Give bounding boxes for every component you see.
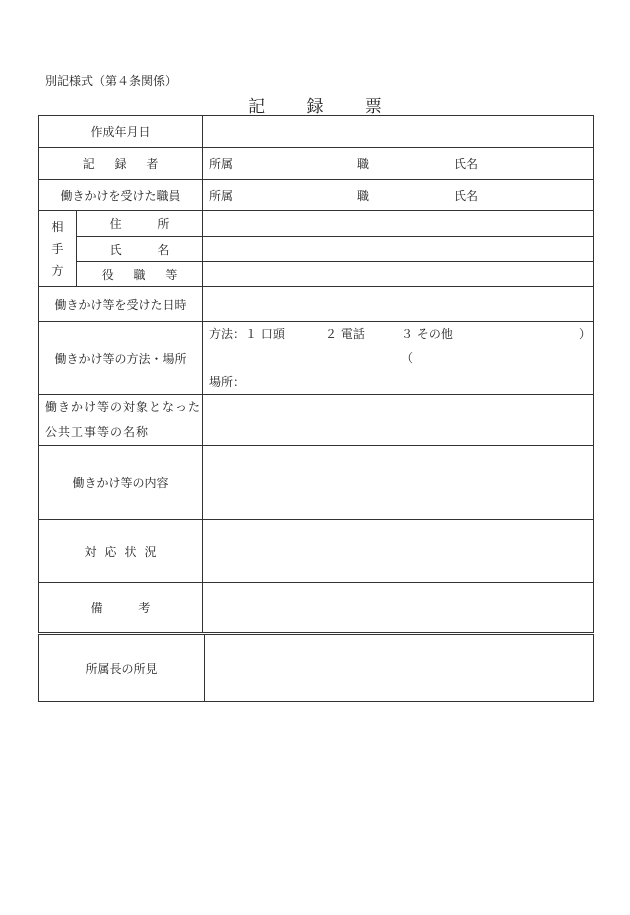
received-datetime-label: 働きかけ等を受けた日時 xyxy=(39,287,203,322)
row-received-datetime xyxy=(39,287,594,322)
response-field[interactable] xyxy=(203,520,594,583)
target-field[interactable] xyxy=(203,395,594,446)
opinion-table xyxy=(38,634,594,702)
row-method xyxy=(39,322,594,395)
recorder-name-label: 氏名 xyxy=(454,157,479,171)
content-field[interactable] xyxy=(203,446,594,520)
counterpart-address-label: 住 所 xyxy=(77,211,203,237)
recorder-field[interactable] xyxy=(203,148,594,180)
recorder-label: 記 録 者 xyxy=(39,148,203,180)
row-created-date xyxy=(39,116,594,148)
created-date-label: 作成年月日 xyxy=(39,116,203,148)
staff-affiliation-label: 所属 xyxy=(209,188,234,203)
target-label: 働きかけ等の対象となった公共工事等の名称 xyxy=(39,395,203,446)
staff-label: 働きかけを受けた職員 xyxy=(39,180,203,211)
counterpart-position-field[interactable] xyxy=(203,262,594,287)
counterpart-name-label: 氏 名 xyxy=(77,237,203,262)
method-label: 働きかけ等の方法・場所 xyxy=(39,322,203,395)
recorder-affiliation-label: 所属 xyxy=(209,157,234,171)
method-close-paren: ） xyxy=(579,327,592,341)
method-field[interactable] xyxy=(203,322,594,395)
opinion-field[interactable] xyxy=(205,635,594,702)
method-option-oral[interactable]: 方法：１ 口頭 xyxy=(209,327,285,341)
row-remarks xyxy=(39,583,594,633)
row-response xyxy=(39,520,594,583)
form-label: 別記様式（第４条関係） xyxy=(45,74,178,88)
opinion-label: 所属長の所見 xyxy=(39,635,205,702)
record-table xyxy=(38,115,594,633)
row-counterpart-position xyxy=(39,262,594,287)
row-opinion xyxy=(39,635,594,702)
counterpart-address-field[interactable] xyxy=(203,211,594,237)
place-label: 場所： xyxy=(209,375,246,389)
counterpart-position-label: 役 職 等 xyxy=(77,262,203,287)
row-counterpart-address xyxy=(39,211,594,237)
content-label: 働きかけ等の内容 xyxy=(39,446,203,520)
method-other-input[interactable] xyxy=(459,322,579,370)
row-content xyxy=(39,446,594,520)
created-date-field[interactable] xyxy=(203,116,594,148)
method-option-phone[interactable]: ２ 電話 xyxy=(325,327,365,341)
row-target xyxy=(39,395,594,446)
recorder-position-label: 職 xyxy=(357,157,370,171)
page-title: 記 録 票 xyxy=(248,97,400,117)
row-staff xyxy=(39,180,594,211)
method-option-other[interactable]: ３ その他（ xyxy=(401,327,453,365)
row-counterpart-name xyxy=(39,237,594,262)
remarks-field[interactable] xyxy=(203,583,594,633)
row-recorder xyxy=(39,148,594,180)
remarks-label: 備 考 xyxy=(39,583,203,633)
staff-name-label: 氏名 xyxy=(454,188,479,203)
staff-position-label: 職 xyxy=(357,188,370,203)
response-label: 対応状況 xyxy=(39,520,203,583)
counterpart-group-label: 相 手 方 xyxy=(39,211,77,287)
staff-field[interactable] xyxy=(203,180,594,211)
counterpart-name-field[interactable] xyxy=(203,237,594,262)
received-datetime-field[interactable] xyxy=(203,287,594,322)
